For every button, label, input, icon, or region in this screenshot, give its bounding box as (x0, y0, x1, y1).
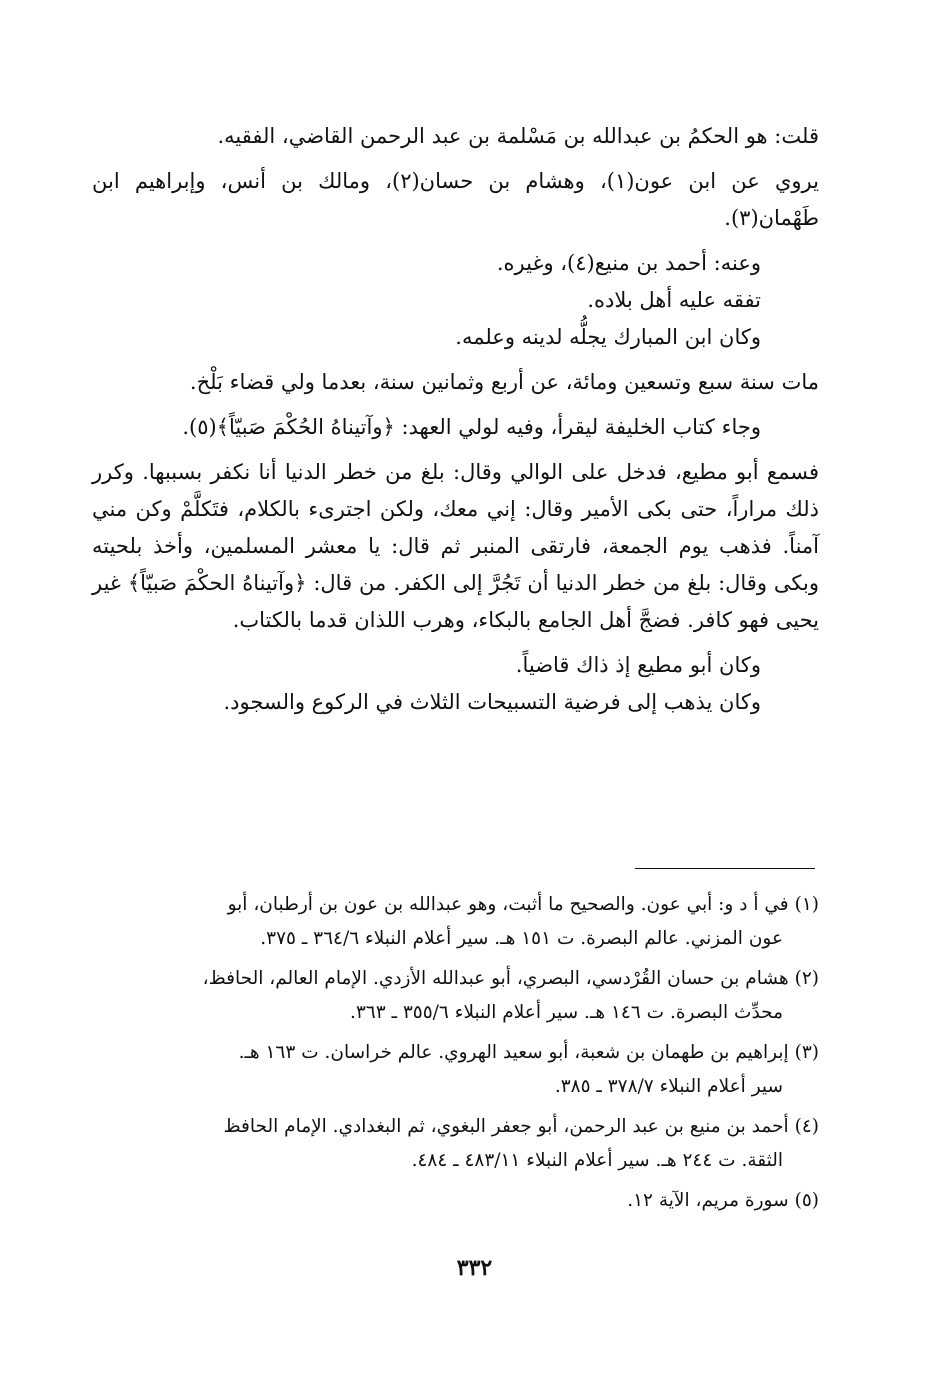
footnote-text: في أ د و: أبي عون. والصحيح ما أثبت، وهو عبدالله بن عون بن أرطبان، أبو (227, 894, 789, 915)
footnote-4 (92, 1110, 819, 1178)
footnote-divider (635, 868, 815, 869)
footnote-text-continued: محدِّث البصرة. ت ١٤٦ هـ. سير أعلام النبلاء ٣٥٥/٦ ـ ٣٦٣. (349, 1002, 783, 1023)
paragraph-name: قلت: هو الحكمُ بن عبدالله بن مَسْلمة بن عبد الرحمن القاضي، الفقيه. (217, 124, 819, 148)
paragraph-narrators-to: وعنه: أحمد بن منيع(٤)، وغيره. (496, 251, 761, 275)
footnote-1 (92, 888, 819, 956)
footnote-text: أحمد بن منيع بن عبد الرحمن، أبو جعفر البغوي، ثم البغدادي. الإمام الحافظ (223, 1116, 789, 1137)
footnote-text-continued: سير أعلام النبلاء ٣٧٨/٧ ـ ٣٨٥. (554, 1076, 783, 1097)
footnote-5 (92, 1184, 819, 1218)
footnote-number: (١) (794, 894, 819, 915)
footnote-number: (٣) (794, 1042, 819, 1063)
paragraph-caliph-letter: وجاء كتاب الخليفة ليقرأ، وفيه لولي العهد: ﴿وآتيناهُ الحُكْمَ صَبيّاً﴾(٥). (182, 415, 761, 439)
footnote-text: إبراهيم بن طهمان بن شعبة، أبو سعيد الهروي. عالم خراسان. ت ١٦٣ هـ. (238, 1042, 789, 1063)
footnote-text-continued: عون المزني. عالم البصرة. ت ١٥١ هـ. سير أعلام النبلاء ٣٦٤/٦ ـ ٣٧٥. (260, 928, 783, 949)
paragraph-tasbihat: وكان يذهب إلى فرضية التسبيحات الثلاث في الركوع والسجود. (223, 690, 761, 714)
footnote-number: (٤) (794, 1116, 819, 1137)
paragraph-ibn-mubarak: وكان ابن المبارك يجلُّه لدينه وعلمه. (455, 325, 761, 349)
footnote-number: (٥) (794, 1190, 819, 1211)
paragraph-narrators-from: يروي عن ابن عون(١)، وهشام بن حسان(٢)، ومالك بن أنس، وإبراهيم ابن طَهْمان(٣). (92, 169, 819, 230)
footnote-number: (٢) (794, 968, 819, 989)
paragraph-students: تفقه عليه أهل بلاده. (587, 288, 761, 312)
paragraph-death: مات سنة سبع وتسعين ومائة، عن أربع وثمانين سنة، بعدما ولي قضاء بَلْخ. (189, 370, 819, 394)
paragraph-judge: وكان أبو مطيع إذ ذاك قاضياً. (515, 653, 761, 677)
footnote-3 (92, 1036, 819, 1104)
footnote-2 (92, 962, 819, 1030)
page-number: ٣٣٢ (456, 1255, 493, 1281)
footnotes (92, 888, 819, 1224)
footnote-text: هشام بن حسان القُرْدسي، البصري، أبو عبدالله الأزدي. الإمام العالم، الحافظ، (202, 968, 789, 989)
footnote-text: سورة مريم، الآية ١٢. (627, 1190, 789, 1211)
footnote-text-continued: الثقة. ت ٢٤٤ هـ. سير أعلام النبلاء ٤٨٣/١١ ـ ٤٨٤. (411, 1150, 783, 1171)
paragraph-abu-mutee-story: فسمع أبو مطيع، فدخل على الوالي وقال: بلغ من خطر الدنيا أنا نكفر بسببها. وكرر ذلك مراراً، حتى بكى الأمير وقال: إني معك، ولكن اجترىء بالكلام، فتَكلَّمْ وكن مني آمناً. فذهب يوم الجمعة، فارتقى المنبر ثم قال: يا معشر المسلمين، وأخذ بلحيته وبكى وقال: بلغ من خطر الدنيا أن تَجُرَّ إلى الكفر. من قال: ﴿وآتيناهُ الحكْمَ صَبيّاً﴾ غير يحيى فهو كافر. فضجَّ أهل الجامع بالبكاء، وهرب اللذان قدما بالكتاب. (92, 460, 819, 632)
main-text (92, 118, 819, 721)
